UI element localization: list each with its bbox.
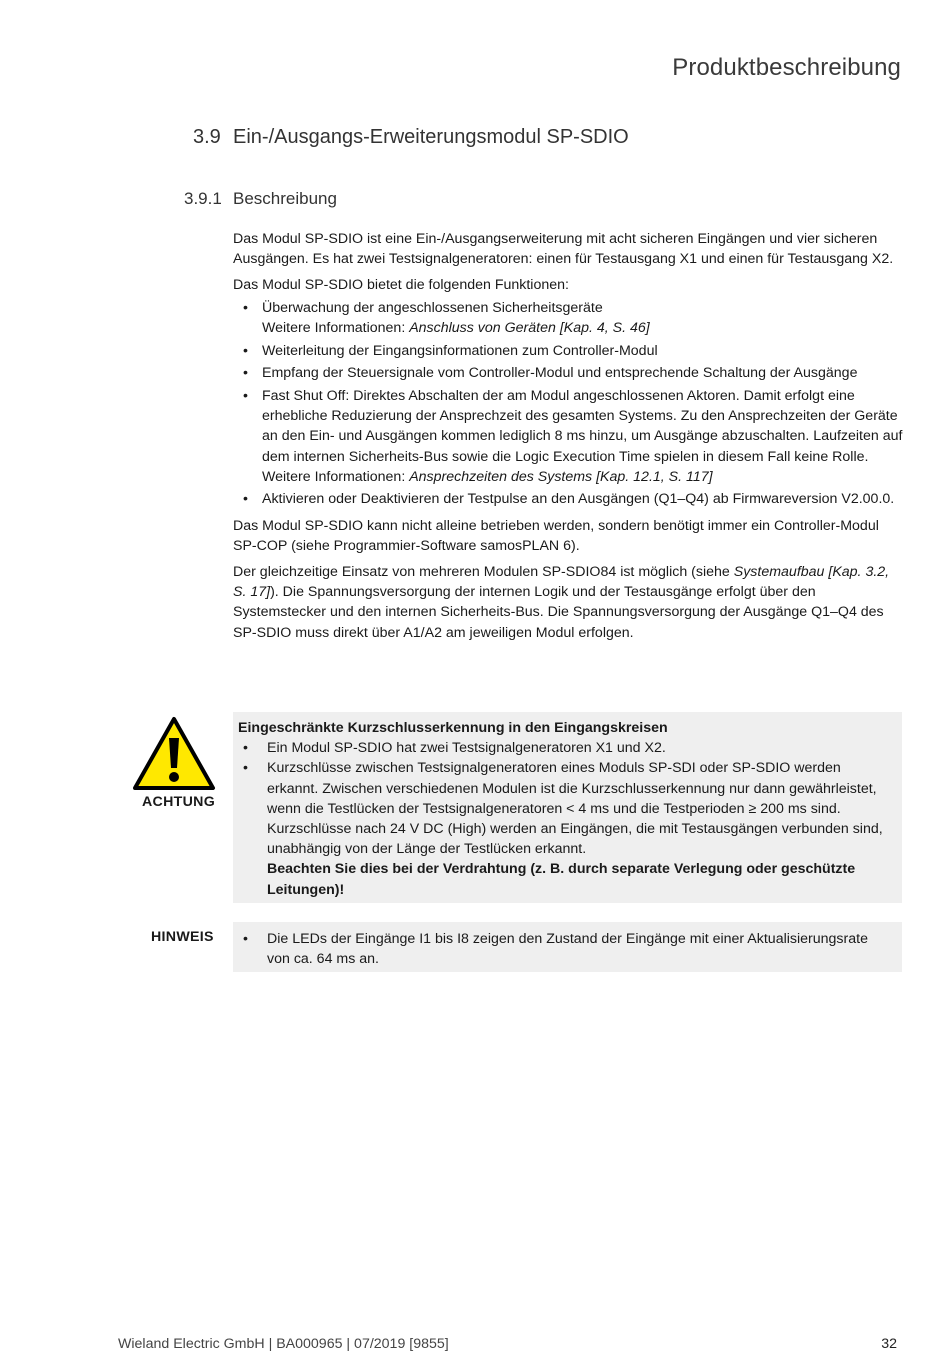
- body-text: [233, 229, 903, 649]
- page-header-title: Produktbeschreibung: [672, 54, 901, 81]
- warning-label: ACHTUNG: [142, 794, 216, 810]
- footer-imprint: Wieland Electric GmbH | BA000965 | 07/2019 [9855]: [118, 1336, 449, 1352]
- hint-list: [238, 929, 890, 969]
- hint-content: [238, 929, 890, 969]
- bullet-icon: •: [243, 342, 248, 359]
- more-info-prefix: Weitere Informationen:: [262, 468, 410, 485]
- warning-content: [238, 718, 890, 900]
- hint-box: [233, 922, 902, 972]
- subsection-title: Beschreibung: [233, 189, 337, 208]
- page-number: 32: [881, 1336, 897, 1352]
- bullet-icon: •: [243, 365, 248, 382]
- warning-box: [233, 712, 902, 903]
- list-item-text: Die LEDs der Eingänge I1 bis I8 zeigen den Zustand der Eingänge mit einer Aktualisierungsrate von ca. 64 ms an.: [267, 931, 868, 968]
- list-item: [233, 298, 903, 338]
- list-item-text: Überwachung der angeschlossenen Sicherheitsgeräte: [262, 299, 603, 316]
- cross-reference-link[interactable]: Systemaufbau [Kap. 3.2, S. 17]: [233, 564, 890, 601]
- more-info-prefix: Weitere Informationen:: [262, 319, 410, 336]
- list-item: [233, 363, 903, 383]
- subsection-heading: [184, 189, 337, 209]
- list-item-text: Weiterleitung der Eingangsinformationen zum Controller-Modul: [262, 342, 658, 359]
- warning-emphasis: Beachten Sie dies bei der Verdrahtung (z. B. durch separate Verlegung oder geschützte Leitungen)!: [267, 861, 856, 898]
- intro-paragraph: Das Modul SP-SDIO ist eine Ein-/Ausgangserweiterung mit acht sicheren Eingängen und vier sicheren Ausgängen. Es hat zwei Testsignalgeneratoren: einen für Testausgang X1 und einen für Testausgang X2.: [233, 231, 894, 268]
- subsection-number: 3.9.1: [184, 189, 222, 208]
- bullet-icon: •: [243, 299, 248, 316]
- section-heading: [193, 126, 629, 149]
- more-info: [262, 467, 903, 487]
- bullet-icon: •: [243, 931, 248, 947]
- power-supply-paragraph: [233, 562, 903, 643]
- bullet-icon: •: [243, 491, 248, 508]
- list-item: [238, 929, 890, 969]
- cross-reference-link[interactable]: Anschluss von Geräten [Kap. 4, S. 46]: [409, 319, 650, 336]
- paragraph-text: ). Die Spannungsversorgung der internen Logik und der Testausgänge erfolgt über den Systemstecker und den internen Sicherheits-Bus. Die Spannungsversorgung der Ausgänge Q1–Q4 des SP-SDIO muss direkt über A1/A2 am jeweiligen Modul erfolgen.: [233, 584, 884, 641]
- list-item-text: Kurzschlüsse zwischen Testsignalgeneratoren eines Moduls SP-SDI oder SP-SDIO werden erkannt. Zwischen verschiedenen Modulen ist die Kurzschlusserkennung nur dann gewährleistet, wenn die Testlücken der Testsignalgeneratoren < 4 ms und die Testperioden ≥ 200 ms sind. Kurzschlüsse nach 24 V DC (High) werden an Eingängen, die mit Testausgängen verbunden sind, unabhängig von der Länge der Testlücken erkannt.: [267, 760, 883, 858]
- bullet-icon: •: [243, 740, 248, 757]
- list-item: [238, 758, 890, 899]
- warning-triangle-icon: [132, 716, 216, 792]
- paragraph-text: Der gleichzeitige Einsatz von mehreren Modulen SP-SDIO84 ist möglich (siehe: [233, 564, 734, 581]
- more-info: [262, 318, 903, 338]
- list-item: [233, 489, 903, 509]
- cross-reference-link[interactable]: Ansprechzeiten des Systems [Kap. 12.1, S. 117]: [409, 468, 713, 485]
- bullet-icon: •: [243, 387, 248, 404]
- section-title: Ein-/Ausgangs-Erweiterungsmodul SP-SDIO: [233, 126, 629, 148]
- list-item: [238, 738, 890, 758]
- list-item-text: Fast Shut Off: Direktes Abschalten der am Modul angeschlossenen Aktoren. Damit erfolgt eine erhebliche Reduzierung der Ansprechzeit des gesamten Systems. Zu den Ansprechzeiten der Geräte an den Ein- und Ausgängen kommen lediglich 8 ms hinzu, um Ausgänge abzuschalten. Laufzeiten auf dem internen Sicherheits-Bus sowie die Logic Execution Time spielen in diesem Fall keine Rolle.: [262, 387, 903, 465]
- list-item-text: Ein Modul SP-SDIO hat zwei Testsignalgeneratoren X1 und X2.: [267, 740, 666, 757]
- hint-label: HINWEIS: [151, 929, 214, 945]
- list-item: [233, 386, 903, 487]
- functions-intro: Das Modul SP-SDIO bietet die folgenden Funktionen:: [233, 277, 569, 294]
- list-item-text: Aktivieren oder Deaktivieren der Testpulse an den Ausgängen (Q1–Q4) ab Firmwareversion V2.00.0.: [262, 491, 895, 508]
- section-number: 3.9: [193, 126, 221, 148]
- warning-title: Eingeschränkte Kurzschlusserkennung in den Eingangskreisen: [238, 720, 668, 736]
- warning-list: [238, 738, 890, 900]
- controller-paragraph: Das Modul SP-SDIO kann nicht alleine betrieben werden, sondern benötigt immer ein Controller-Modul SP-COP (siehe Programmier-Software samosPLAN 6).: [233, 517, 879, 554]
- functions-list: [233, 298, 903, 510]
- list-item: [233, 341, 903, 361]
- bullet-icon: •: [243, 760, 248, 777]
- list-item-text: Empfang der Steuersignale vom Controller-Modul und entsprechende Schaltung der Ausgänge: [262, 365, 858, 382]
